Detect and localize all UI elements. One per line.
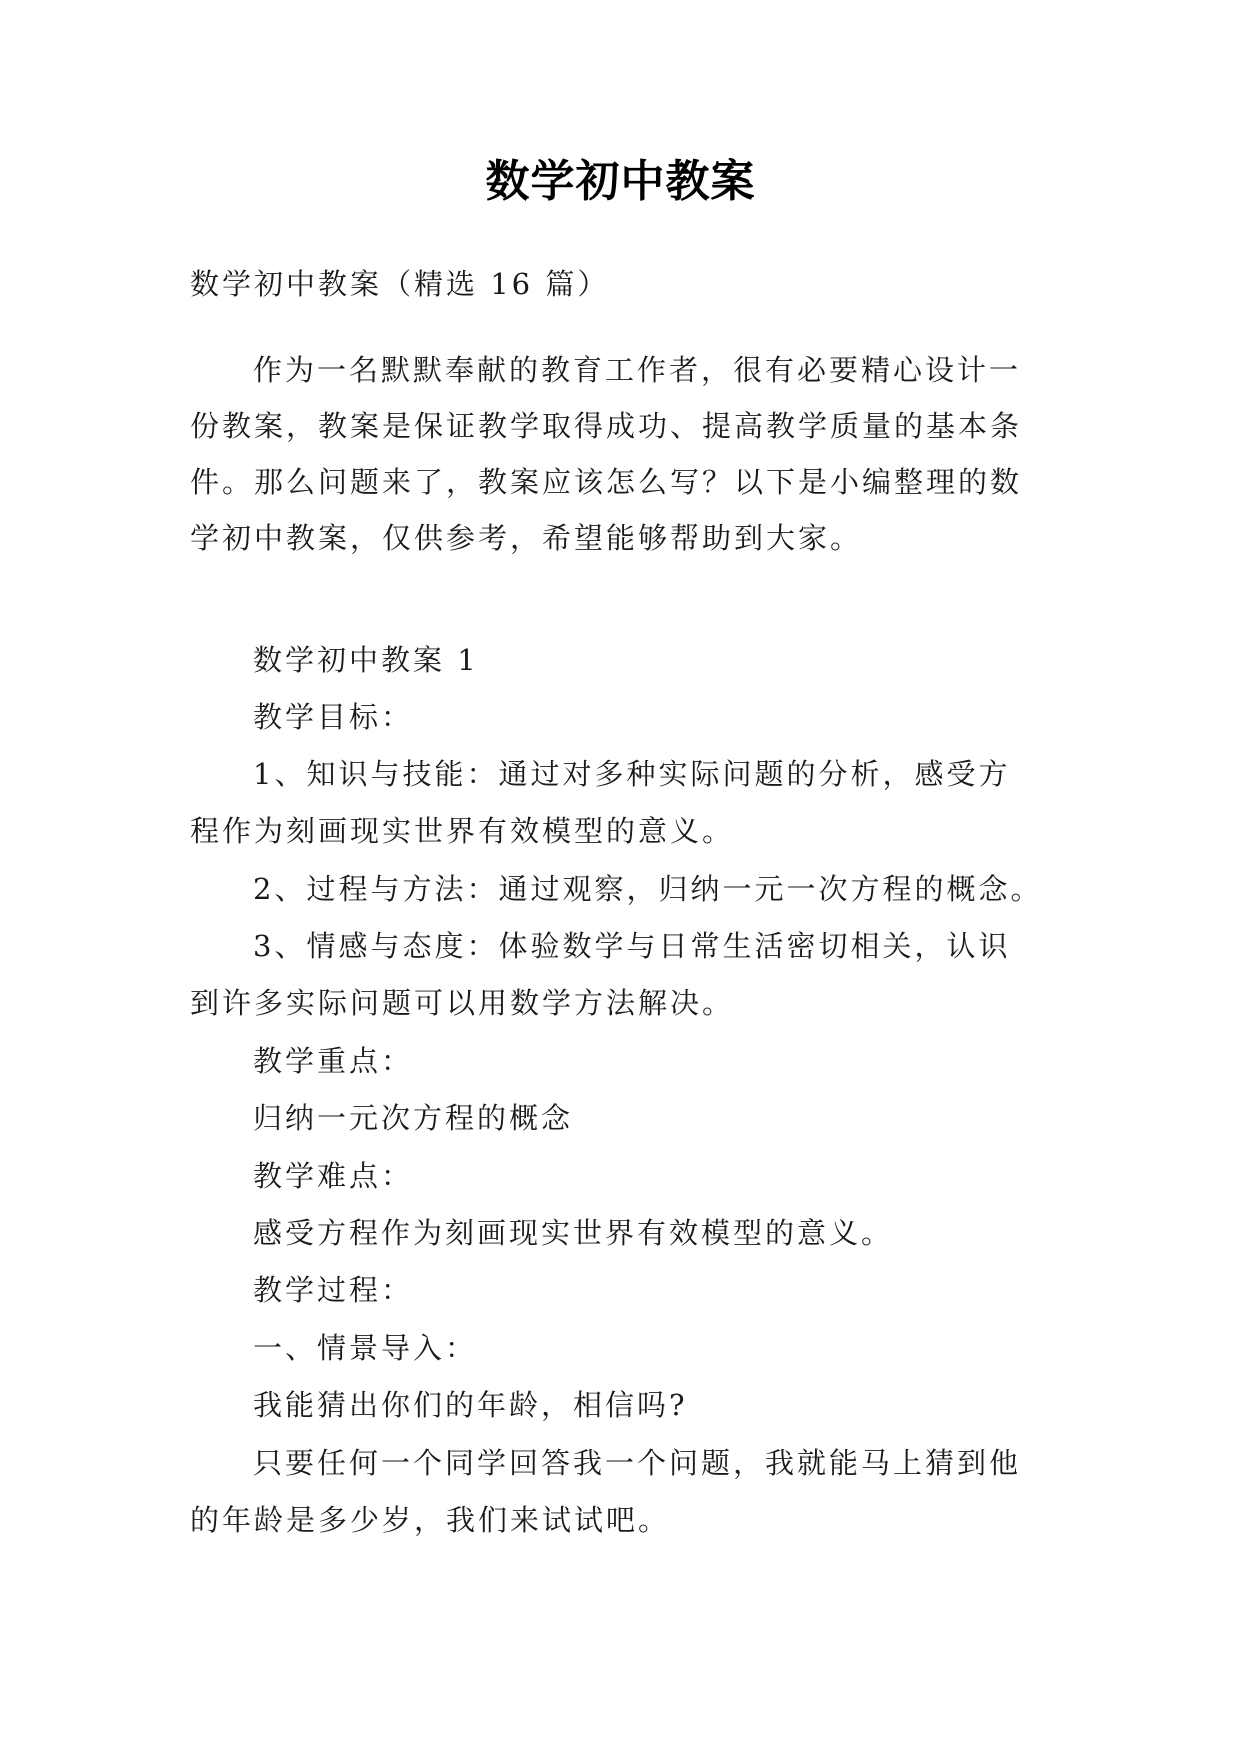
process-text: 只要任何一个同学回答我一个问题，我就能马上猜到他 [253, 1446, 1022, 1480]
section-heading: 数学初中教案 1 [253, 643, 479, 677]
objective-item-continued: 程作为刻画现实世界有效模型的意义。 [190, 814, 735, 848]
process-text: 我能猜出你们的年龄，相信吗? [253, 1388, 688, 1422]
subheading-difficulties: 教学难点： [253, 1159, 414, 1193]
objective-item: 1、知识与技能：通过对多种实际问题的分析，感受方 [253, 757, 1011, 791]
objective-item-continued: 到许多实际问题可以用数学方法解决。 [190, 986, 735, 1020]
key-point-text: 归纳一元次方程的概念 [253, 1101, 574, 1135]
intro-paragraph-line: 份教案，教案是保证教学取得成功、提高教学质量的基本条 [190, 409, 1023, 443]
process-step-heading: 一、情景导入： [253, 1331, 478, 1365]
intro-paragraph-line: 作为一名默默奉献的教育工作者，很有必要精心设计一 [253, 353, 1022, 387]
difficulty-text: 感受方程作为刻画现实世界有效模型的意义。 [253, 1216, 894, 1250]
subheading-key-points: 教学重点： [253, 1044, 414, 1078]
process-text-continued: 的年龄是多少岁，我们来试试吧。 [190, 1503, 671, 1537]
intro-paragraph-line: 学初中教案，仅供参考，希望能够帮助到大家。 [190, 521, 863, 555]
objective-item: 3、情感与态度：体验数学与日常生活密切相关，认识 [253, 929, 1011, 963]
objective-item: 2、过程与方法：通过观察，归纳一元一次方程的概念。 [253, 872, 1043, 906]
subheading-process: 教学过程： [253, 1273, 414, 1307]
intro-paragraph-line: 件。那么问题来了，教案应该怎么写？以下是小编整理的数 [190, 465, 1023, 499]
subheading-objectives: 教学目标： [253, 700, 414, 734]
document-title: 数学初中教案 [485, 156, 756, 207]
document-subtitle: 数学初中教案（精选 16 篇） [190, 267, 610, 301]
